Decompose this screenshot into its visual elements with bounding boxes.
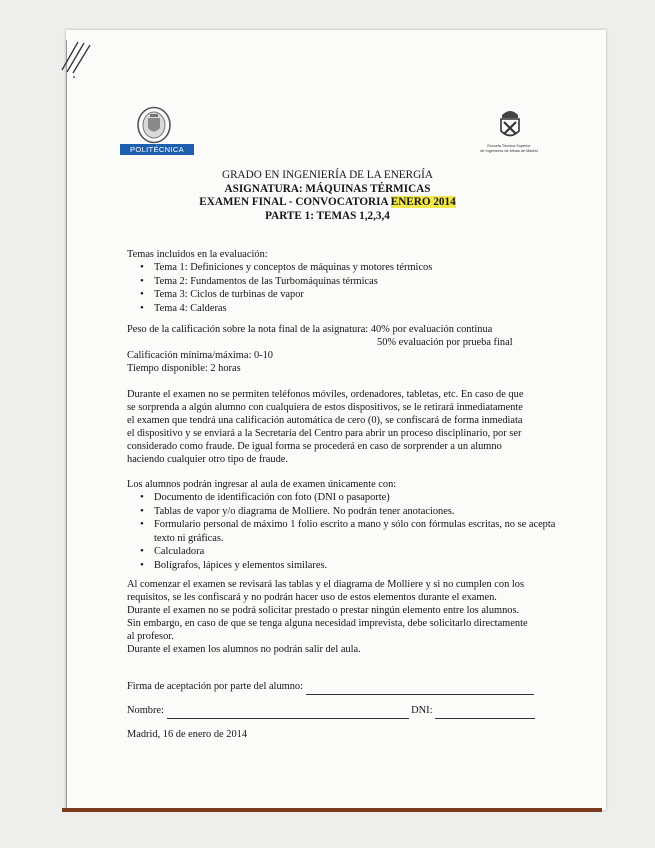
exam-title [0, 196, 655, 210]
etsi-caption-line2: de Ingenieros de Minas de Madrid [480, 149, 538, 153]
exam-title-prefix: EXAMEN FINAL - CONVOCATORIA [199, 196, 388, 209]
page-edge-line [66, 40, 67, 810]
list-item: • Tema 4: Calderas [137, 302, 432, 316]
closing-line: al profesor. [127, 631, 174, 642]
closing-line: requisitos, se les confiscará y no podrán hacer uso de estos elementos durante el examen. [127, 592, 497, 603]
upm-logo-text: POLITÉCNICA [130, 145, 184, 154]
closing-line: Sin embargo, en caso de que se tenga alguna necesidad imprevista, debe solicitarlo directamente [127, 618, 528, 629]
rules-line: haciendo cualquier otro tipo de fraude. [127, 454, 288, 465]
rules-line: el examen que tendrá una calificación automática de cero (0), se confiscará de forma inmediata [127, 415, 523, 426]
name-label: Nombre: [127, 705, 164, 716]
signature-label: Firma de aceptación por parte del alumno: [127, 681, 303, 692]
exam-duration: Tiempo disponible: 2 horas [127, 363, 241, 374]
grading-weight-line2: 50% evaluación por prueba final [377, 337, 513, 348]
dni-field[interactable] [435, 704, 535, 719]
scan-edge-bar [62, 808, 602, 812]
list-item: • Formulario personal de máximo 1 folio escrito a mano y sólo con fórmulas escritas, no se acepta texto ni gráficas. [137, 518, 557, 545]
topics-intro: Temas incluidos en la evaluación: [127, 249, 268, 260]
list-item: • Calculadora [137, 545, 557, 559]
list-item: • Bolígrafos, lápices y elementos similares. [137, 559, 557, 573]
name-dni-row [127, 704, 535, 719]
etsi-caption-line1: Escuela Técnica Superior [487, 144, 531, 148]
closing-line: Al comenzar el examen se revisará las tablas y el diagrama de Molliere y si no cumplen con los [127, 579, 525, 590]
exam-part-title: PARTE 1: TEMAS 1,2,3,4 [265, 209, 390, 222]
exam-session-highlight: ENERO 2014 [390, 196, 456, 209]
etsi-minas-crest-icon [492, 105, 528, 143]
allowed-intro: Los alumnos podrán ingresar al aula de examen únicamente con: [127, 479, 397, 490]
upm-crest-icon [136, 106, 172, 144]
list-item: • Tablas de vapor y/o diagrama de Molliere. No podrán tener anotaciones. [137, 505, 557, 519]
list-item: • Documento de identificación con foto (DNI o pasaporte) [137, 491, 557, 505]
list-item: • Tema 3: Ciclos de turbinas de vapor [137, 288, 432, 302]
allowed-items-list [137, 491, 557, 573]
signature-row [127, 680, 534, 695]
grading-weight-line1: Peso de la calificación sobre la nota final de la asignatura: 40% por evaluación continua [127, 324, 493, 335]
exam-date: Madrid, 16 de enero de 2014 [127, 729, 248, 740]
grading-range: Calificación mínima/máxima: 0-10 [127, 350, 274, 361]
signature-field[interactable] [306, 680, 534, 695]
topics-list [137, 261, 432, 315]
subject-title: ASIGNATURA: MÁQUINAS TÉRMICAS [224, 182, 431, 195]
degree-title: GRADO EN INGENIERÍA DE LA ENERGÍA [222, 169, 433, 181]
dni-label: DNI: [411, 705, 433, 716]
rules-line: se sorprenda a algún alumno con cualquiera de estos dispositivos, se le retirará inmediatamente [127, 402, 523, 413]
list-item: • Tema 1: Definiciones y conceptos de máquinas y motores térmicos [137, 261, 432, 275]
closing-line: Durante el examen los alumnos no podrán salir del aula. [127, 644, 361, 655]
etsi-caption [470, 144, 548, 154]
rules-line: el dispositivo y se enviará a la Secretaría del Centro para abrir un proceso disciplinario, por ser [127, 428, 522, 439]
list-item: • Tema 2: Fundamentos de las Turbomáquinas térmicas [137, 275, 432, 289]
closing-line: Durante el examen no se podrá solicitar prestado o prestar ningún elemento entre los alumnos. [127, 605, 520, 616]
name-field[interactable] [167, 704, 409, 719]
pen-mark-icon [58, 36, 98, 78]
rules-line: Durante el examen no se permiten teléfonos móviles, ordenadores, tabletas, etc. En caso de que [127, 389, 524, 400]
exam-header [0, 169, 655, 223]
rules-line: considerado como fraude. De igual forma se procederá en caso de sorprender a un alumno [127, 441, 502, 452]
